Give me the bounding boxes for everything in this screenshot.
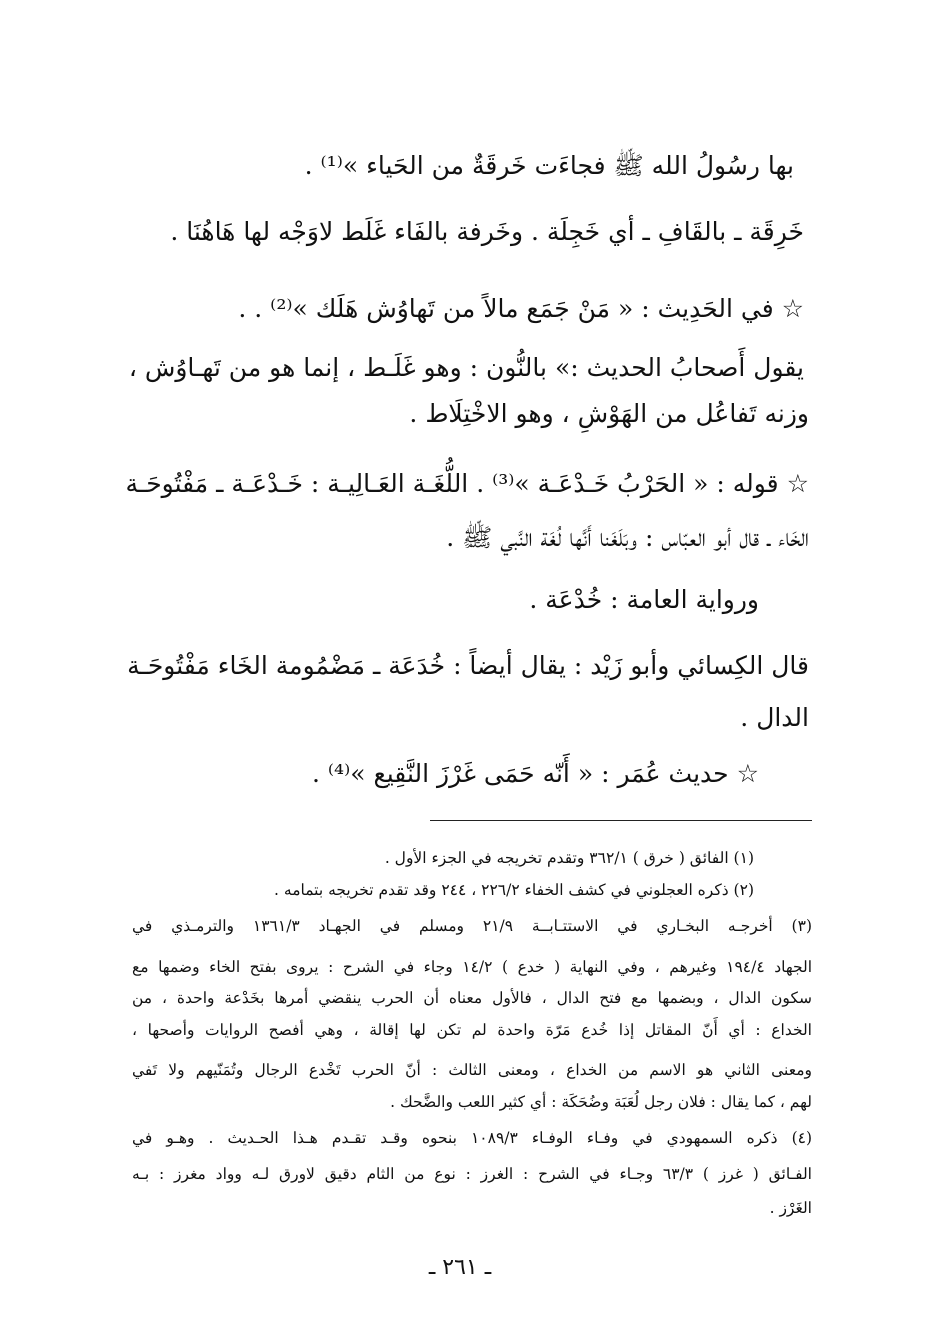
footnote-line-10: الفـائق ( غرز ) ٦٣/٣ وجـاء في الشرح : الغرز : نوع من الثام دقيق لاورق لـه وواد مغرز : بـه bbox=[132, 1165, 812, 1183]
main-line-6: ☆ قوله : « الحَرْبُ خَـدْعَـة »⁽³⁾ . اللُّغَـة العَـالِيـة : خَـدْعَـة ـ مَفْتُوحَـة bbox=[125, 469, 809, 498]
footnote-separator bbox=[430, 820, 812, 821]
main-line-2: خَرِقَة ـ بالقَافِ ـ أي خَجِلَة . وخَرفة بالفَاء غَلَط لاوَجْه لها هَاهُنَا . bbox=[170, 217, 804, 246]
main-line-10: الدال . bbox=[740, 703, 809, 732]
main-line-1: بها رسُولُ الله ﷺ فجاءَت خَرقَةٌ من الحَياء »⁽¹⁾ . bbox=[304, 151, 794, 180]
main-line-3: ☆ في الحَدِيث : « مَنْ جَمَع مالاً من تَهاوُش هَلَك »⁽²⁾ . . bbox=[238, 294, 804, 323]
footnote-line-7: ومعنى الثاني هو الاسم من الخداع ، ومعنى الثالث : أنّ الحرب تَخْدع الرجال وتُمَنّيهم ولا تَفي bbox=[132, 1061, 812, 1079]
main-line-11: ☆ حديث عُمَر : « أَنّه حَمَى غَرْزَ النَّقِيع »⁽⁴⁾ . bbox=[311, 759, 759, 788]
footnote-line-5: سكون الدال ، وبضمها مع فتح الدال ، فالأول معناه أن الحرب ينقضي أمرها بخَدْعة واحدة ، من bbox=[132, 989, 812, 1007]
footnote-line-1: (١) الفائق ( خرق ) ٣٦٢/١ وتقدم تخريجه في الجزء الأول . bbox=[384, 849, 754, 867]
footnote-line-3: (٣) أخرجـه البخـاري في الاستتـابــة ٢١/٩ ومسلم في الجهـاد ١٣٦١/٣ والترمـذي في bbox=[132, 917, 812, 935]
main-line-9: قال الكِسائي وأبو زَيْد : يقال أيضاً : خُدَعَة ـ مَضْمُومة الخَاء مَفْتُوحَـة bbox=[127, 651, 809, 680]
main-line-7: الخَاء ـ قال أبو العبّاس : وبَلَغَنا أَنَّها لُغَة النَّبي ﷺ . bbox=[446, 523, 809, 552]
footnote-line-11: الغَرْز . bbox=[769, 1199, 812, 1217]
footnote-line-4: الجهاد ١٩٤/٤ وغيرهم ، وفي النهاية ( خدع ) ١٤/٢ وجاء في الشرح : يروى بفتح الخاء وضمها مع bbox=[132, 958, 812, 976]
main-line-8: ورواية العامة : خُدْعَة . bbox=[529, 585, 759, 614]
page-number: ـ ٢٦١ ـ bbox=[428, 1255, 492, 1280]
footnote-line-6: الخداع : أي أَنّ المقاتل إذا خُدع مَرّة واحدة لم تكن لها إقالة ، وهي أفصح الروايات وأصحها ، bbox=[132, 1021, 812, 1039]
main-line-4: يقول أَصحابُ الحديث :» بالنُّون : وهو غَلَـط ، إنما هو من تَهـاوُش ، bbox=[128, 353, 804, 382]
footnote-line-2: (٢) ذكره العجلوني في كشف الخفاء ٢٢٦/٢ ، ٢٤٤ وقد تقدم تخريجه بتمامه . bbox=[274, 881, 754, 899]
footnote-line-8: لهم ، كما يقال : فلان رجل لُعَبَة وضُحَكَة : أي كثير اللعب والضَّحك . bbox=[390, 1093, 812, 1111]
footnote-line-9: (٤) ذكره السمهودي في وفـاء الوفـاء ١٠٨٩/٣ بنحوه وقـد تقـدم هـذا الحـديث . وهـو في bbox=[132, 1129, 813, 1147]
main-line-5: وزنه تَفاعُل من الهَوْشِ ، وهو الاخْتِلَاط . bbox=[409, 399, 809, 428]
